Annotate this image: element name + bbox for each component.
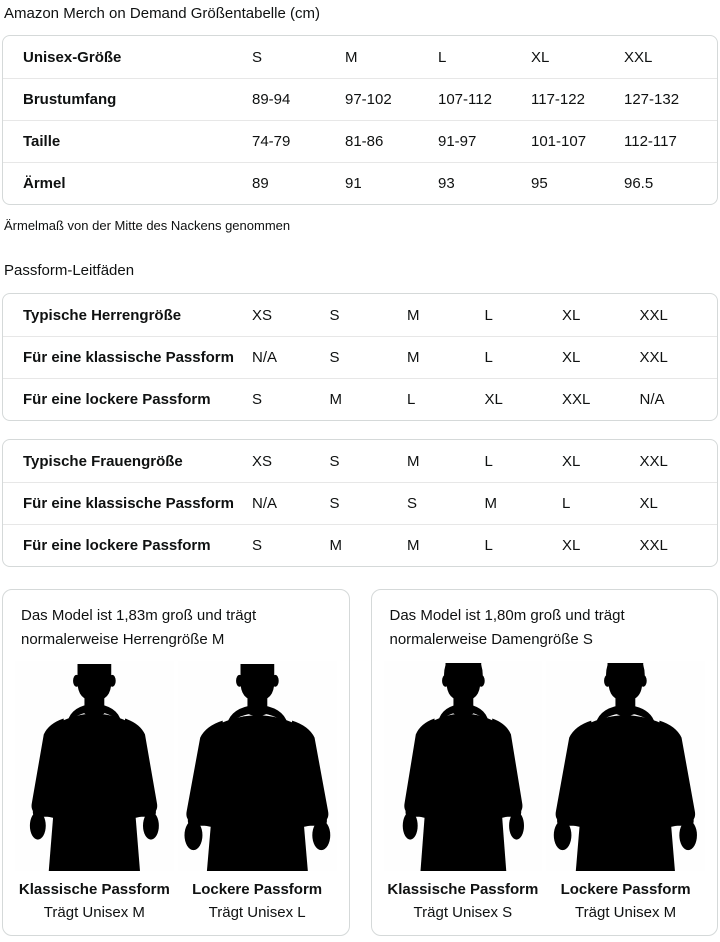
size-cell: XXL (639, 452, 668, 470)
measure-cell: 91-97 (438, 133, 477, 150)
row-label: Ärmel (23, 175, 66, 192)
size-cell: M (329, 391, 342, 408)
size-cell: XS (252, 452, 273, 470)
male-loose-fit-photo (178, 661, 337, 871)
size-cell: XL (562, 306, 581, 324)
row-label: Taille (23, 133, 61, 150)
size-cell: XL (639, 495, 658, 512)
measure-cell: 112-117 (624, 133, 677, 150)
measure-cell: 101-107 (531, 133, 587, 150)
size-cell: L (407, 391, 416, 408)
size-cell: L (562, 495, 571, 512)
size-cell: XXL (639, 537, 668, 554)
size-cell: L (484, 452, 493, 470)
fit-label: Lockere Passform (560, 881, 691, 899)
model-card-male (2, 589, 350, 936)
model-cards (2, 589, 718, 936)
row-label: Unisex-Größe (23, 48, 122, 66)
measure-cell: 117-122 (531, 91, 585, 108)
model-card-female (371, 589, 719, 936)
measure-cell: 95 (531, 175, 548, 192)
fit-label: Klassische Passform (387, 881, 539, 899)
size-cell: N/A (252, 349, 278, 366)
measure-cell: 97-102 (345, 91, 392, 108)
measure-cell: 89-94 (252, 91, 291, 108)
model-description: Das Model ist 1,83m groß und trägt normalerweise Herrengröße M (21, 607, 257, 648)
measure-cell: 74-79 (252, 133, 291, 150)
size-cell: XXL (639, 349, 668, 366)
table-row (3, 524, 717, 566)
table-row (3, 336, 717, 378)
model-figures (15, 661, 337, 923)
model-figure-classic (15, 661, 174, 923)
size-cell: M (407, 537, 420, 554)
size-cell: M (407, 349, 420, 366)
unisex-size-table (2, 35, 718, 205)
female-classic-fit-photo (384, 661, 543, 871)
row-label: Typische Herrengröße (23, 306, 182, 324)
size-cell: S (252, 537, 263, 554)
size-cell: M (407, 452, 420, 470)
size-cell: M (329, 537, 342, 554)
model-description: Das Model ist 1,80m groß und trägt normalerweise Damengröße S (389, 607, 625, 648)
size-cell: M (407, 306, 420, 324)
size-cell: M (484, 495, 497, 512)
size-cell: N/A (639, 391, 665, 408)
measure-cell: 107-112 (438, 91, 492, 108)
size-cell: S (252, 391, 263, 408)
size-cell: L (484, 306, 493, 324)
row-label: Brustumfang (23, 91, 117, 108)
model-figure-loose (178, 661, 337, 923)
size-label: Trägt Unisex L (208, 904, 306, 922)
size-cell: XL (562, 537, 581, 554)
size-label: Trägt Unisex S (413, 904, 513, 922)
sleeve-measure-footnote: Ärmelmaß von der Mitte des Nackens genommen (4, 218, 291, 233)
row-label: Für eine lockere Passform (23, 537, 211, 554)
measure-cell: 127-132 (624, 91, 680, 108)
size-cell: XXL (639, 306, 668, 324)
size-cell: XL (562, 349, 581, 366)
model-figure-classic (384, 661, 543, 923)
size-cell: L (438, 48, 447, 66)
size-cell: S (329, 306, 340, 324)
table-row-waist (3, 120, 717, 162)
male-classic-fit-photo (15, 661, 174, 871)
row-label: Für eine klassische Passform (23, 349, 234, 366)
size-cell: S (329, 495, 340, 512)
row-label: Typische Frauengröße (23, 452, 183, 470)
size-cell: S (407, 495, 418, 512)
page-title: Amazon Merch on Demand Größentabelle (cm) (4, 5, 320, 22)
measure-cell: 93 (438, 175, 455, 192)
size-label: Trägt Unisex M (575, 904, 677, 922)
size-cell: XL (531, 48, 550, 66)
mens-fit-table (2, 293, 718, 421)
measure-cell: 89 (252, 175, 269, 192)
size-cell: M (345, 48, 358, 66)
row-label: Für eine klassische Passform (23, 495, 234, 512)
fit-label: Klassische Passform (18, 881, 170, 899)
measure-cell: 91 (345, 175, 362, 192)
size-cell: N/A (252, 495, 278, 512)
table-row-sleeve (3, 162, 717, 204)
model-figure-loose (546, 661, 705, 923)
size-cell: L (484, 537, 493, 554)
size-cell: S (329, 349, 340, 366)
table-row (3, 378, 717, 420)
size-cell: XL (484, 391, 503, 408)
female-loose-fit-photo (546, 661, 705, 871)
size-cell: XS (252, 306, 273, 324)
model-figures (384, 661, 706, 923)
size-label: Trägt Unisex M (43, 904, 145, 922)
row-label: Für eine lockere Passform (23, 391, 211, 408)
size-cell: XXL (562, 391, 591, 408)
table-row-chest (3, 78, 717, 120)
womens-fit-table (2, 439, 718, 567)
size-cell: S (252, 48, 263, 66)
size-cell: XL (562, 452, 581, 470)
table-row (3, 440, 717, 482)
size-cell: S (329, 452, 340, 470)
fit-label: Lockere Passform (192, 881, 323, 899)
fit-guides-heading: Passform-Leitfäden (4, 262, 135, 279)
table-row (3, 294, 717, 336)
table-row (3, 482, 717, 524)
size-cell: XXL (624, 48, 653, 66)
table-header-row (3, 36, 717, 78)
measure-cell: 96.5 (624, 175, 654, 192)
size-cell: L (484, 349, 493, 366)
measure-cell: 81-86 (345, 133, 384, 150)
